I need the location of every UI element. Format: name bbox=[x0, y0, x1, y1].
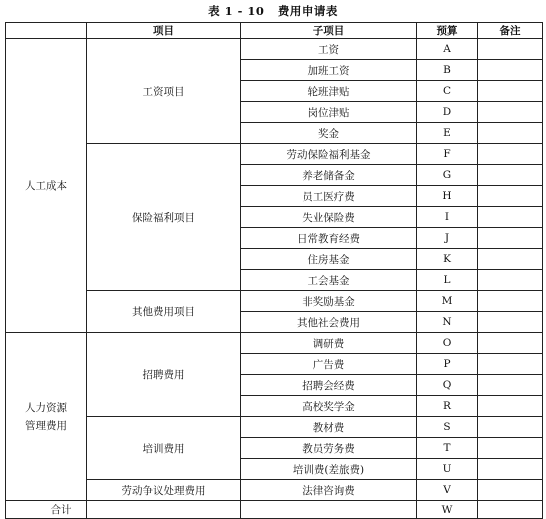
note-cell bbox=[478, 81, 543, 102]
note-cell bbox=[478, 165, 543, 186]
note-cell bbox=[478, 39, 543, 60]
note-cell bbox=[478, 249, 543, 270]
note-cell bbox=[478, 480, 543, 501]
expense-application-table bbox=[5, 22, 543, 519]
budget-cell: N bbox=[417, 312, 478, 333]
budget-cell: Q bbox=[417, 375, 478, 396]
sub-item-cell: 劳动保险福利基金 bbox=[241, 144, 417, 165]
note-cell bbox=[478, 60, 543, 81]
note-cell bbox=[478, 438, 543, 459]
sub-item-cell: 法律咨询费 bbox=[241, 480, 417, 501]
budget-cell: G bbox=[417, 165, 478, 186]
budget-cell: R bbox=[417, 396, 478, 417]
total-sub-item-cell bbox=[241, 501, 417, 519]
budget-cell: B bbox=[417, 60, 478, 81]
sub-item-cell: 失业保险费 bbox=[241, 207, 417, 228]
table-row bbox=[6, 144, 543, 165]
category-cell: 人力资源 管理费用 bbox=[6, 333, 87, 501]
sub-item-cell: 非奖励基金 bbox=[241, 291, 417, 312]
table-row bbox=[6, 333, 543, 354]
note-cell bbox=[478, 312, 543, 333]
item-cell: 培训费用 bbox=[87, 417, 241, 480]
category-cell: 人工成本 bbox=[6, 39, 87, 333]
sub-item-cell: 其他社会费用 bbox=[241, 312, 417, 333]
budget-cell: A bbox=[417, 39, 478, 60]
table-title: 表 1 - 10 费用申请表 bbox=[208, 4, 338, 18]
item-cell: 其他费用项目 bbox=[87, 291, 241, 333]
total-item-cell bbox=[87, 501, 241, 519]
note-cell bbox=[478, 102, 543, 123]
note-cell bbox=[478, 375, 543, 396]
table-row bbox=[6, 417, 543, 438]
header-sub-item: 子项目 bbox=[241, 23, 417, 39]
item-cell: 工资项目 bbox=[87, 39, 241, 144]
budget-cell: J bbox=[417, 228, 478, 249]
note-cell bbox=[478, 270, 543, 291]
sub-item-cell: 养老储备金 bbox=[241, 165, 417, 186]
header-category bbox=[6, 23, 87, 39]
total-budget-cell: W bbox=[417, 501, 478, 519]
budget-cell: U bbox=[417, 459, 478, 480]
note-cell bbox=[478, 354, 543, 375]
item-cell: 劳动争议处理费用 bbox=[87, 480, 241, 501]
sub-item-cell: 轮班津贴 bbox=[241, 81, 417, 102]
note-cell bbox=[478, 186, 543, 207]
note-cell bbox=[478, 459, 543, 480]
sub-item-cell: 奖金 bbox=[241, 123, 417, 144]
sub-item-cell: 招聘会经费 bbox=[241, 375, 417, 396]
total-label: 合计 bbox=[6, 501, 87, 519]
budget-cell: T bbox=[417, 438, 478, 459]
table-row bbox=[6, 291, 543, 312]
sub-item-cell: 调研费 bbox=[241, 333, 417, 354]
sub-item-cell: 培训费(差旅费) bbox=[241, 459, 417, 480]
budget-cell: H bbox=[417, 186, 478, 207]
budget-cell: D bbox=[417, 102, 478, 123]
budget-cell: S bbox=[417, 417, 478, 438]
sub-item-cell: 工会基金 bbox=[241, 270, 417, 291]
item-cell: 招聘费用 bbox=[87, 333, 241, 417]
note-cell bbox=[478, 123, 543, 144]
budget-cell: P bbox=[417, 354, 478, 375]
budget-cell: C bbox=[417, 81, 478, 102]
note-cell bbox=[478, 417, 543, 438]
table-row bbox=[6, 480, 543, 501]
budget-cell: I bbox=[417, 207, 478, 228]
table-body bbox=[6, 39, 543, 519]
sub-item-cell: 岗位津贴 bbox=[241, 102, 417, 123]
budget-cell: K bbox=[417, 249, 478, 270]
header-item: 项目 bbox=[87, 23, 241, 39]
budget-cell: L bbox=[417, 270, 478, 291]
budget-cell: F bbox=[417, 144, 478, 165]
note-cell bbox=[478, 396, 543, 417]
table-header-row bbox=[6, 23, 543, 39]
sub-item-cell: 广告费 bbox=[241, 354, 417, 375]
note-cell bbox=[478, 228, 543, 249]
sub-item-cell: 工资 bbox=[241, 39, 417, 60]
item-cell: 保险福利项目 bbox=[87, 144, 241, 291]
budget-cell: E bbox=[417, 123, 478, 144]
header-note: 备注 bbox=[478, 23, 543, 39]
total-note-cell bbox=[478, 501, 543, 519]
sub-item-cell: 日常教育经费 bbox=[241, 228, 417, 249]
note-cell bbox=[478, 144, 543, 165]
sub-item-cell: 员工医疗费 bbox=[241, 186, 417, 207]
table-row bbox=[6, 39, 543, 60]
note-cell bbox=[478, 207, 543, 228]
sub-item-cell: 高校奖学金 bbox=[241, 396, 417, 417]
sub-item-cell: 住房基金 bbox=[241, 249, 417, 270]
sub-item-cell: 教材费 bbox=[241, 417, 417, 438]
budget-cell: O bbox=[417, 333, 478, 354]
header-budget: 预算 bbox=[417, 23, 478, 39]
sub-item-cell: 教员劳务费 bbox=[241, 438, 417, 459]
note-cell bbox=[478, 333, 543, 354]
note-cell bbox=[478, 291, 543, 312]
budget-cell: V bbox=[417, 480, 478, 501]
budget-cell: M bbox=[417, 291, 478, 312]
sub-item-cell: 加班工资 bbox=[241, 60, 417, 81]
total-row bbox=[6, 501, 543, 519]
